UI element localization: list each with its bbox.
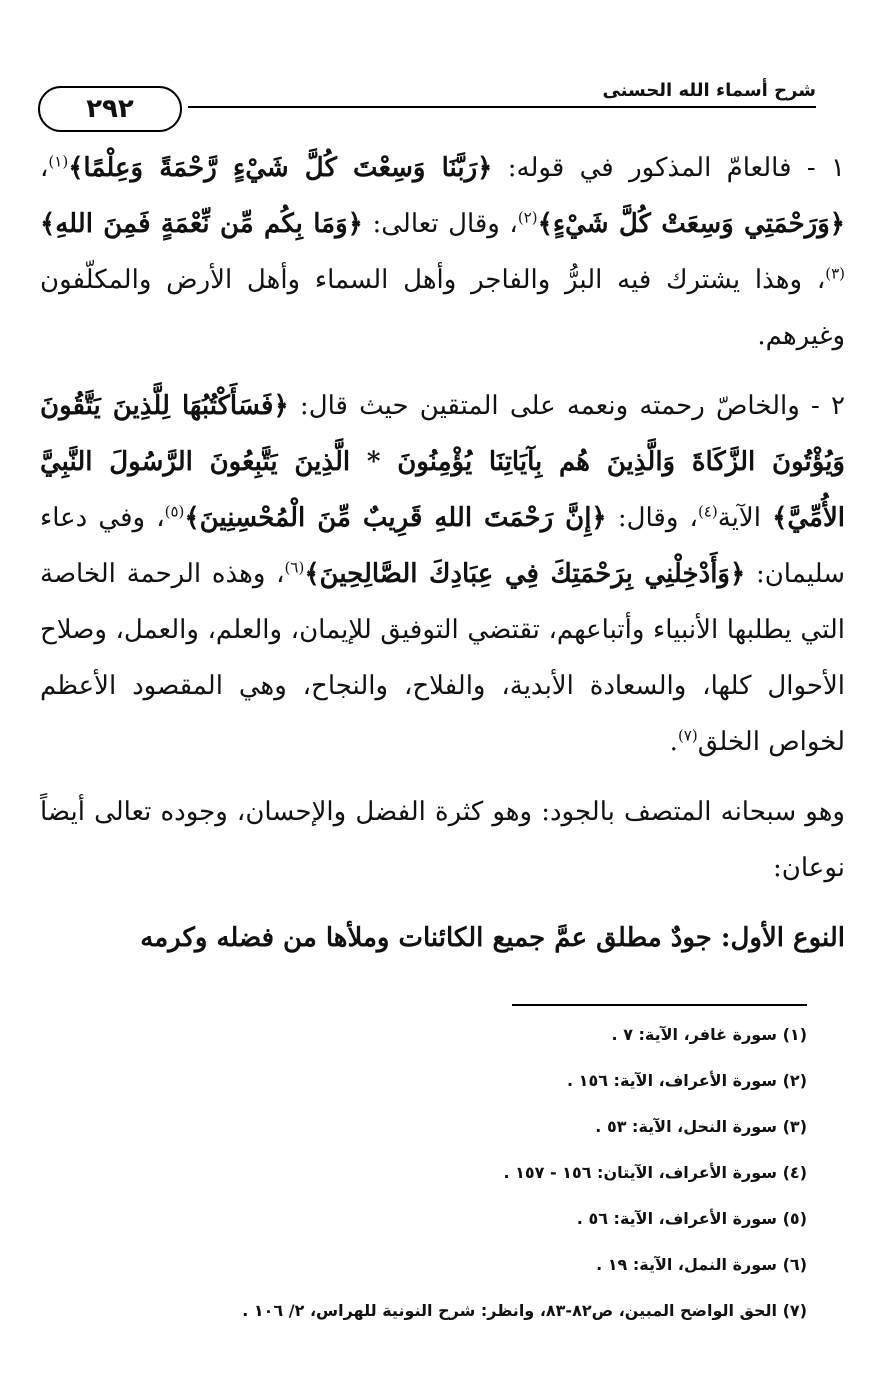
text-run: ١ - فالعامّ المذكور في قوله: bbox=[492, 153, 845, 183]
body-text bbox=[40, 140, 845, 980]
footnote-4: (٤) سورة الأعراف، الآيتان: ١٥٦ - ١٥٧ . bbox=[503, 1163, 807, 1182]
quran-quote: ﴿فَسَأَكْتُبُهَا لِلَّذِينَ يَتَّقُونَ وَيُؤْتُونَ الزَّكَاةَ وَالَّذِينَ هُم بِآيَاتِنَا يُؤْمِنُونَ * الَّذِينَ يَتَّبِعُونَ الرَّسُولَ النَّبِيَّ الأُمِّيَّ﴾ bbox=[40, 391, 845, 533]
quran-quote: ﴿إِنَّ رَحْمَتَ اللهِ قَرِيبٌ مِّنَ الْمُحْسِنِينَ﴾ bbox=[184, 503, 607, 533]
page-header bbox=[38, 66, 816, 126]
footnote-6: (٦) سورة النمل، الآية: ١٩ . bbox=[596, 1255, 807, 1274]
footnote-2: (٢) سورة الأعراف، الآية: ١٥٦ . bbox=[567, 1071, 807, 1090]
text-run: وهو سبحانه المتصف بالجود: وهو كثرة الفضل والإحسان، وجوده تعالى أيضاً نوعان: bbox=[40, 797, 845, 883]
header-rule bbox=[188, 106, 816, 108]
text-run: ، وفي دعاء سليمان: bbox=[40, 503, 845, 589]
footnote-ref: (٧) bbox=[677, 726, 698, 745]
paragraph-1 bbox=[40, 140, 845, 364]
footnote-ref: (٦) bbox=[284, 558, 305, 577]
running-title: شرح أسماء الله الحسنى bbox=[602, 80, 816, 101]
text-run: النوع الأول: جودٌ مطلق عمَّ جميع الكائنات وملأها من فضله وكرمه bbox=[140, 923, 845, 953]
text-run: ، bbox=[40, 153, 49, 183]
page-number: ٢٩٢ bbox=[38, 86, 182, 132]
footnote-1: (١) سورة غافر، الآية: ٧ . bbox=[611, 1025, 807, 1044]
footnote-ref: (١) bbox=[48, 152, 69, 171]
text-run: الآية bbox=[717, 503, 773, 533]
quran-quote: ﴿وَمَا بِكُم مِّن نِّعْمَةٍ فَمِنَ اللهِ﴾ bbox=[40, 209, 363, 239]
footnote-ref: (٥) bbox=[164, 502, 185, 521]
quran-quote: ﴿وَأَدْخِلْنِي بِرَحْمَتِكَ فِي عِبَادِكَ الصَّالِحِينَ﴾ bbox=[304, 559, 746, 589]
quran-quote: ﴿رَبَّنَا وَسِعْتَ كُلَّ شَيْءٍ رَّحْمَةً وَعِلْمًا﴾ bbox=[68, 153, 493, 183]
footnote-ref: (٣) bbox=[825, 264, 845, 283]
paragraph-2 bbox=[40, 378, 845, 770]
footnotes bbox=[40, 1012, 807, 1334]
footnote-ref: (٢) bbox=[517, 208, 538, 227]
text-run: . bbox=[669, 727, 678, 757]
paragraph-4 bbox=[40, 910, 845, 966]
footnote-5: (٥) سورة الأعراف، الآية: ٥٦ . bbox=[576, 1209, 807, 1228]
footnote-ref: (٤) bbox=[697, 502, 718, 521]
text-run: ٢ - والخاصّ رحمته ونعمه على المتقين حيث قال: bbox=[288, 391, 845, 421]
quran-quote: ﴿وَرَحْمَتِي وَسِعَتْ كُلَّ شَيْءٍ﴾ bbox=[537, 209, 845, 239]
footnote-7: (٧) الحق الواضح المبين، ص٨٢-٨٣، وانظر: شرح النونية للهراس، ٢/ ١٠٦ . bbox=[242, 1301, 807, 1320]
text-run: ، وقال: bbox=[606, 503, 698, 533]
paragraph-3 bbox=[40, 784, 845, 896]
text-run: ، وهذه الرحمة الخاصة التي يطلبها الأنبياء وأتباعهم، تقتضي التوفيق للإيمان، والعلم، والعمل، وصلاح الأحوال كلها، والسعادة الأبدية، والفلاح، والنجاح، وهي المقصود الأعظم لخواص الخلق bbox=[40, 559, 845, 757]
footnote-3: (٣) سورة النحل، الآية: ٥٣ . bbox=[595, 1117, 807, 1136]
footnote-separator bbox=[512, 1004, 807, 1006]
text-run: ، وقال تعالى: bbox=[362, 209, 518, 239]
text-run: ، وهذا يشترك فيه البرُّ والفاجر وأهل السماء وأهل الأرض والمكلّفون وغيرهم. bbox=[40, 265, 845, 351]
